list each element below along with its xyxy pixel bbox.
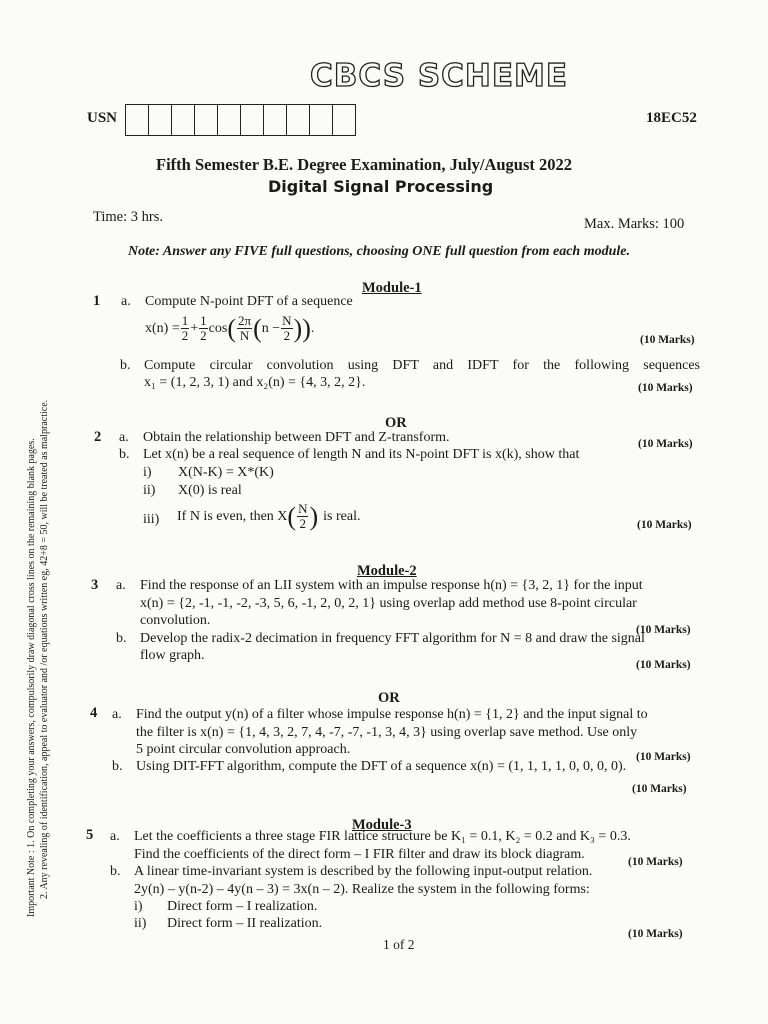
q1b-marks: (10 Marks): [638, 382, 693, 394]
q4a-text2: the filter is x(n) = {1, 4, 3, 2, 7, 4, -7, -7, -1, 3, 4, 3} using overlap save method. Use only: [136, 725, 638, 740]
q2b-iii-label: iii): [143, 512, 160, 527]
q2a-label: a.: [119, 430, 129, 445]
q3a-marks: (10 Marks): [636, 624, 691, 636]
page-number: 1 of 2: [383, 937, 415, 952]
q5-number: 5: [86, 827, 94, 843]
side-note: [25, 277, 51, 917]
q2a-marks: (10 Marks): [638, 438, 693, 450]
q5a-label: a.: [110, 829, 120, 844]
q5b-i-label: i): [134, 899, 143, 914]
q4a-text1: Find the output y(n) of a filter whose impulse response h(n) = {1, 2} and the input signal to: [136, 707, 648, 722]
q2b-label: b.: [119, 447, 130, 462]
q3-number: 3: [91, 577, 99, 593]
subject-title: Digital Signal Processing: [268, 177, 494, 196]
subject-code: 18EC52: [646, 110, 697, 126]
q2b-ii-label: ii): [143, 483, 156, 498]
q4a-text3: 5 point circular convolution approach.: [136, 742, 351, 757]
q3b-label: b.: [116, 631, 127, 646]
q1b-label: b.: [120, 358, 131, 373]
q2b-i-label: i): [143, 465, 152, 480]
q1a-label: a.: [121, 294, 131, 309]
q2b-iii-text: If N is even, then X ( $\frac{N}{2}$ ) is real.: [177, 501, 361, 531]
q4b-label: b.: [112, 759, 123, 774]
q1a-marks: (10 Marks): [640, 334, 695, 346]
scheme-logo: CBCS SCHEME: [310, 58, 569, 94]
q3a-text3: convolution.: [140, 613, 211, 628]
q2b-marks: (10 Marks): [637, 519, 692, 531]
q3a-text2: x(n) = {2, -1, -1, -2, -3, 5, 6, -1, 2, 0, 2, 1} using overlap add method use 8-point circular: [140, 596, 637, 611]
q1a-equation: x(n) = $\frac{1}{2}$ + $\frac{1}{2}$ cos ( $\frac{2\pi}{N}$ ( n − $\frac{N}{2}$ )) .: [145, 313, 315, 343]
q5a-text2: Find the coefficients of the direct form – I FIR filter and draw its block diagram.: [134, 847, 585, 862]
q5a-text1: Let the coefficients a three stage FIR lattice structure be K₁ = 0.1, K₂ = 0.2 and K₃ = 0.3.: [134, 829, 631, 844]
q5b-ii-label: ii): [134, 916, 147, 931]
q5b-ii-text: Direct form – II realization.: [167, 916, 323, 931]
q1-number: 1: [93, 293, 101, 309]
q2b-ii-text: X(0) is real: [178, 483, 242, 498]
q4a-label: a.: [112, 707, 122, 722]
module-2-heading: Module-2: [357, 563, 417, 579]
q2-number: 2: [94, 429, 102, 445]
q5b-i-text: Direct form – I realization.: [167, 899, 318, 914]
side-note-line2: 2. Any revealing of identification, appeal to evaluator and /or equations written eg, 42+8 = 50, will be treated as malpractice.: [39, 399, 50, 899]
or-divider-1: OR: [385, 415, 407, 431]
q3b-text1: Develop the radix-2 decimation in frequency FFT algorithm for N = 8 and draw the signal: [140, 631, 645, 646]
usn-label: USN: [87, 110, 118, 126]
q4b-text: Using DIT-FFT algorithm, compute the DFT of a sequence x(n) = (1, 1, 1, 1, 0, 0, 0, 0).: [136, 759, 627, 774]
time-label: Time: 3 hrs.: [93, 209, 163, 225]
module-1-heading: Module-1: [362, 280, 422, 296]
q5b-marks: (10 Marks): [628, 928, 683, 940]
q3b-text2: flow graph.: [140, 648, 205, 663]
q3a-label: a.: [116, 578, 126, 593]
q1b-text1: Compute circular convolution using DFT and IDFT for the following sequences: [144, 358, 700, 373]
side-note-line1: Important Note : 1. On completing your answers, compulsorily draw diagonal cross lines on the remaining blank pages.: [26, 438, 37, 917]
q1a-text: Compute N-point DFT of a sequence: [145, 294, 353, 309]
q4-number: 4: [90, 705, 98, 721]
or-divider-2: OR: [378, 690, 400, 706]
q4a-marks: (10 Marks): [636, 751, 691, 763]
q5b-text1: A linear time-invariant system is described by the following input-output relation.: [134, 864, 593, 879]
q5b-text2: 2y(n) – y(n-2) – 4y(n – 3) = 3x(n – 2). Realize the system in the following forms:: [134, 882, 590, 897]
q4b-marks: (10 Marks): [632, 783, 687, 795]
q5b-label: b.: [110, 864, 121, 879]
instructions-note: Note: Answer any FIVE full questions, choosing ONE full question from each module.: [128, 244, 630, 259]
q3b-marks: (10 Marks): [636, 659, 691, 671]
q1b-text2: x₁ = (1, 2, 3, 1) and x₂(n) = {4, 3, 2, 2}.: [144, 375, 366, 390]
q3a-text1: Find the response of an LII system with an impulse response h(n) = {3, 2, 1} for the input: [140, 578, 643, 593]
q2a-text: Obtain the relationship between DFT and Z-transform.: [143, 430, 450, 445]
q5a-marks: (10 Marks): [628, 856, 683, 868]
q2b-i-text: X(N-K) = X*(K): [178, 465, 274, 480]
exam-title: Fifth Semester B.E. Degree Examination, July/August 2022: [156, 155, 573, 174]
module-3-heading: Module-3: [352, 817, 412, 833]
usn-boxes: [125, 104, 356, 136]
q2b-text: Let x(n) be a real sequence of length N and its N-point DFT is x(k), show that: [143, 447, 580, 462]
max-marks: Max. Marks: 100: [584, 216, 685, 232]
